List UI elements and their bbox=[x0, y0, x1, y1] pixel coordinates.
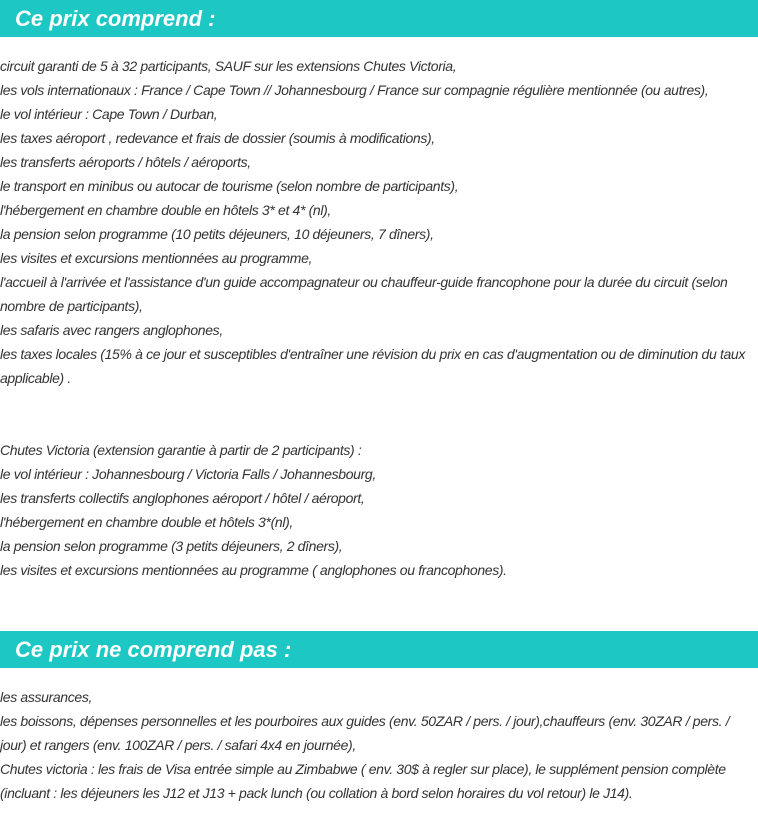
victoria-item-transfers: les transferts collectifs anglophones aéroport / hôtel / aéroport, bbox=[0, 490, 365, 506]
victoria-item-visits: les visites et excursions mentionnées au programme ( anglophones ou francophones). bbox=[0, 562, 507, 578]
excluded-list bbox=[0, 685, 758, 805]
included-item-transfers: les transferts aéroports / hôtels / aéroports, bbox=[0, 154, 251, 170]
included-list bbox=[0, 54, 758, 390]
included-item-accommodation: l'hébergement en chambre double en hôtels 3* et 4* (nl), bbox=[0, 202, 331, 218]
excluded-item-drinks-tips: les boissons, dépenses personnelles et les pourboires aux guides (env. 50ZAR / pers. / jour),chauffeurs (env. 30ZAR / pers. / jour) et rangers (env. 100ZAR / pers. / safari 4x4 en journée), bbox=[0, 713, 730, 753]
included-heading: Ce prix comprend : bbox=[0, 0, 758, 37]
excluded-item-insurance: les assurances, bbox=[0, 689, 93, 705]
victoria-extension-list bbox=[0, 438, 758, 582]
victoria-item-intro: Chutes Victoria (extension garantie à partir de 2 participants) : bbox=[0, 442, 362, 458]
excluded-heading: Ce prix ne comprend pas : bbox=[0, 631, 758, 668]
victoria-item-accommodation: l'hébergement en chambre double et hôtels 3*(nl), bbox=[0, 514, 293, 530]
included-item-local-taxes: les taxes locales (15% à ce jour et susceptibles d'entraîner une révision du prix en cas d'augmentation ou de diminution du taux applicable) . bbox=[0, 346, 746, 386]
included-item-participants: circuit garanti de 5 à 32 participants, SAUF sur les extensions Chutes Victoria, bbox=[0, 58, 457, 74]
included-item-transport: le transport en minibus ou autocar de tourisme (selon nombre de participants), bbox=[0, 178, 459, 194]
included-item-safaris: les safaris avec rangers anglophones, bbox=[0, 322, 223, 338]
victoria-item-meals: la pension selon programme (3 petits déjeuners, 2 dîners), bbox=[0, 538, 343, 554]
included-item-guide: l'accueil à l'arrivée et l'assistance d'un guide accompagnateur ou chauffeur-guide francophone pour la durée du circuit (selon nombre de participants), bbox=[0, 274, 728, 314]
included-item-international-flights: les vols internationaux : France / Cape Town // Johannesbourg / France sur compagnie régulière mentionnée (ou autres), bbox=[0, 82, 709, 98]
excluded-item-victoria-visa: Chutes victoria : les frais de Visa entrée simple au Zimbabwe ( env. 30$ à regler sur place), le supplément pension complète (incluant : les déjeuners les J12 et J13 + pack lunch (ou collation à bord selon horaires du vol retour) le J14). bbox=[0, 761, 726, 801]
victoria-item-flight: le vol intérieur : Johannesbourg / Victoria Falls / Johannesbourg, bbox=[0, 466, 376, 482]
included-item-visits: les visites et excursions mentionnées au programme, bbox=[0, 250, 313, 266]
included-item-domestic-flight: le vol intérieur : Cape Town / Durban, bbox=[0, 106, 218, 122]
included-item-meals: la pension selon programme (10 petits déjeuners, 10 déjeuners, 7 dîners), bbox=[0, 226, 434, 242]
included-item-airport-taxes: les taxes aéroport , redevance et frais de dossier (soumis à modifications), bbox=[0, 130, 435, 146]
